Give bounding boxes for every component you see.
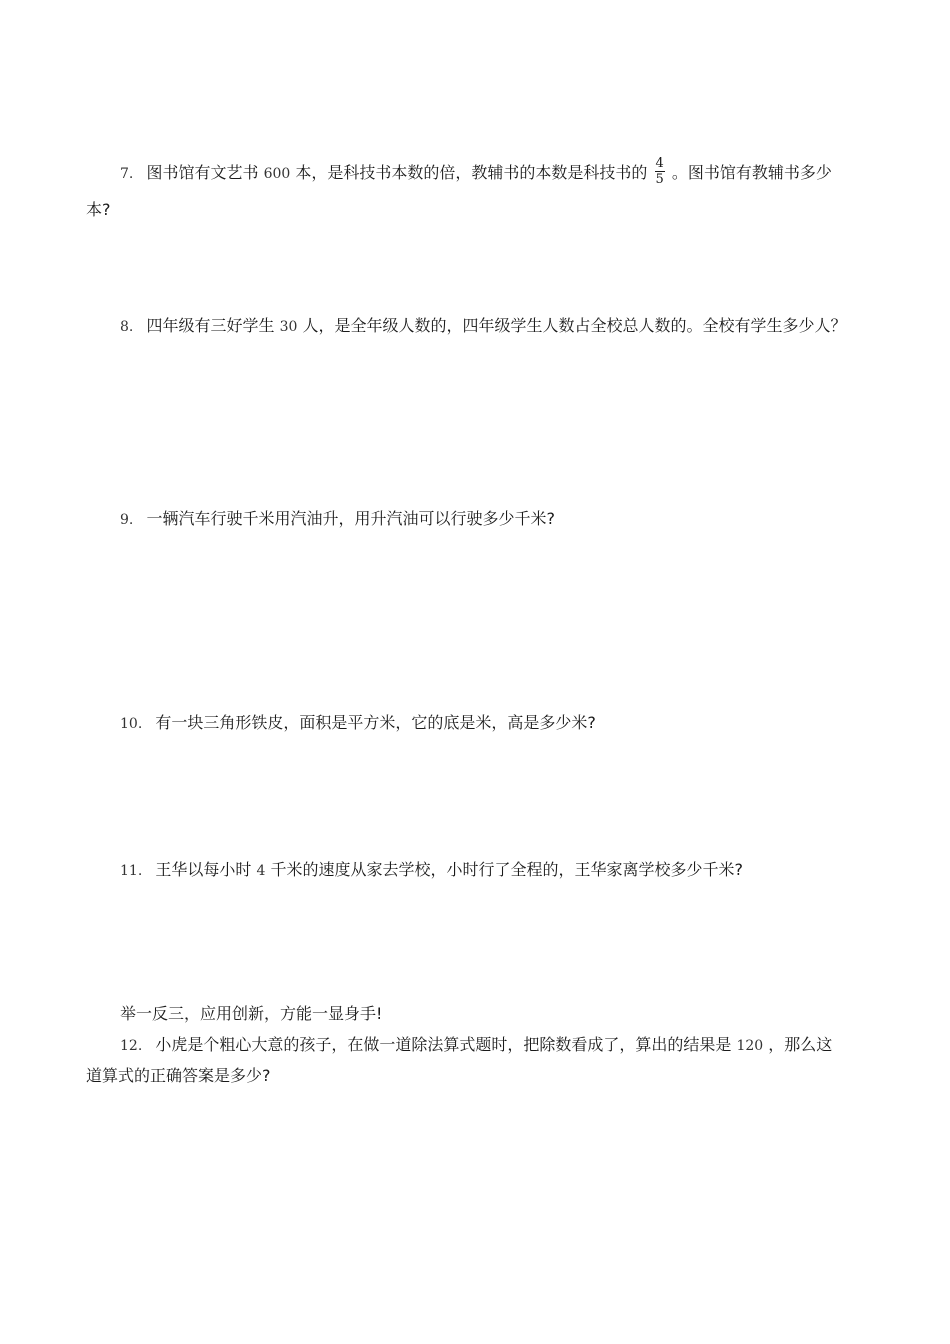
fraction — [655, 156, 665, 187]
fraction-denominator: 5 — [655, 172, 664, 187]
question-8 — [120, 316, 847, 337]
question-value: 30 — [279, 319, 298, 335]
question-12 — [120, 1035, 832, 1056]
question-text: 王华以每小时 — [155, 860, 252, 879]
question-value: 4 — [256, 863, 266, 879]
question-text: 小虎是个粗心大意的孩子，在做一道除法算式题时，把除数看成了，算出的结果是 — [155, 1035, 732, 1054]
question-number: 11. — [120, 863, 143, 879]
question-text: 四年级有三好学生 — [146, 316, 275, 335]
question-text: 。图书馆有教辅书多少 — [671, 163, 832, 182]
question-value: 120 — [736, 1038, 764, 1054]
section-heading-text: 举一反三，应用创新，方能一显身手! — [120, 1004, 383, 1023]
question-value: 600 — [263, 166, 291, 182]
question-text: 一辆汽车行驶千米用汽油升，用升汽油可以行驶多少千米? — [146, 509, 555, 528]
question-text: 道算式的正确答案是多少? — [86, 1066, 271, 1085]
question-7-wrap — [86, 200, 111, 220]
question-text: 图书馆有文艺书 — [146, 163, 259, 182]
question-7 — [120, 158, 832, 189]
fraction-numerator: 4 — [655, 156, 664, 171]
question-text: ，那么这 — [768, 1035, 833, 1054]
question-number: 8. — [120, 319, 134, 335]
question-11 — [120, 860, 743, 881]
question-number: 10. — [120, 716, 143, 732]
question-text: 千米的速度从家去学校，小时行了全程的，王华家离学校多少千米? — [270, 860, 743, 879]
question-text: 有一块三角形铁皮，面积是平方米，它的底是米，高是多少米? — [155, 713, 596, 732]
question-10 — [120, 713, 596, 734]
question-9 — [120, 509, 555, 530]
question-12-wrap — [86, 1066, 271, 1086]
section-heading — [120, 1004, 382, 1024]
question-number: 12. — [120, 1038, 143, 1054]
question-text: 人，是全年级人数的，四年级学生人数占全校总人数的。全校有学生多少人？ — [302, 316, 847, 335]
question-number: 7. — [120, 166, 134, 182]
question-text: 本，是科技书本数的倍，教辅书的本数是科技书的 — [295, 163, 648, 182]
question-text: 本? — [86, 200, 111, 219]
question-number: 9. — [120, 512, 134, 528]
